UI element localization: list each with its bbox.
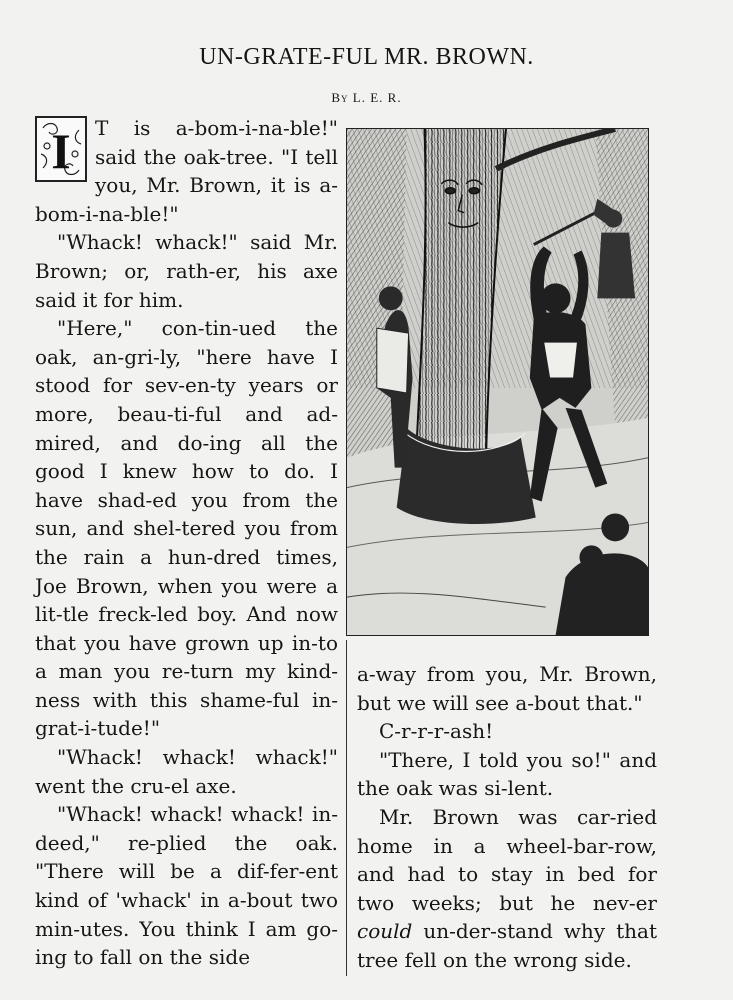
right-paragraph-4-a: Mr. Brown was car-ried home in a wheel-bar-row, and had to stay in bed for two weeks; but he nev-er [357,804,657,915]
right-paragraph-2: C-r-r-r-ash! [379,719,494,744]
right-column [357,660,657,975]
paragraph-5: "Whack! whack! whack! in-deed," re-plied the oak. "There will be a dif-fer-ent kind of 'whack' in a-bout two min-utes. You think I am go-ing to fall on the side [35,802,338,970]
page-title: UN-GRATE-FUL MR. BROWN. [199,44,534,70]
right-paragraph-3: "There, I told you so!" and the oak was si-lent. [357,747,657,801]
svg-text:I: I [51,123,71,179]
paragraph-2: "Whack! whack!" said Mr. Brown; or, rath-er, his axe said it for him. [35,230,338,312]
paragraph-1 [35,114,338,228]
right-paragraph-1: a-way from you, Mr. Brown, but we will see a-bout that." [357,662,657,715]
emphasis-could: could [357,919,413,944]
left-column [35,114,338,972]
engraving-illustration-icon [346,128,649,636]
right-paragraph-4 [357,803,657,975]
paragraph-3: "Here," con-tin-ued the oak, an-gri-ly, "here have I stood for sev-en-ty years or more, beau-ti-ful and ad-mired, and do-ing all the good I knew how to do. I have shad-ed you from the sun, and shel-tered you from the rain a hun-dred times, Joe Brown, when you were a lit-tle freck-led boy. And now that you have grown up in-to a man you re-turn my kind-ness with this shame-ful in-grat-i-tude!" [35,316,338,741]
column-divider [346,640,347,976]
paragraph-4: "Whack! whack! whack!" went the cru-el axe. [35,745,338,798]
byline: By L. E. R. [331,90,402,105]
dropcap-icon [35,116,87,182]
right-paragraph-4-b: un-der-stand why that tree fell on the wrong side. [357,919,657,972]
paragraph-1-text: T is a-bom-i-na-ble!" said the oak-tree. "I tell you, Mr. Brown, it is a-bom-i-na-ble!" [35,116,338,226]
